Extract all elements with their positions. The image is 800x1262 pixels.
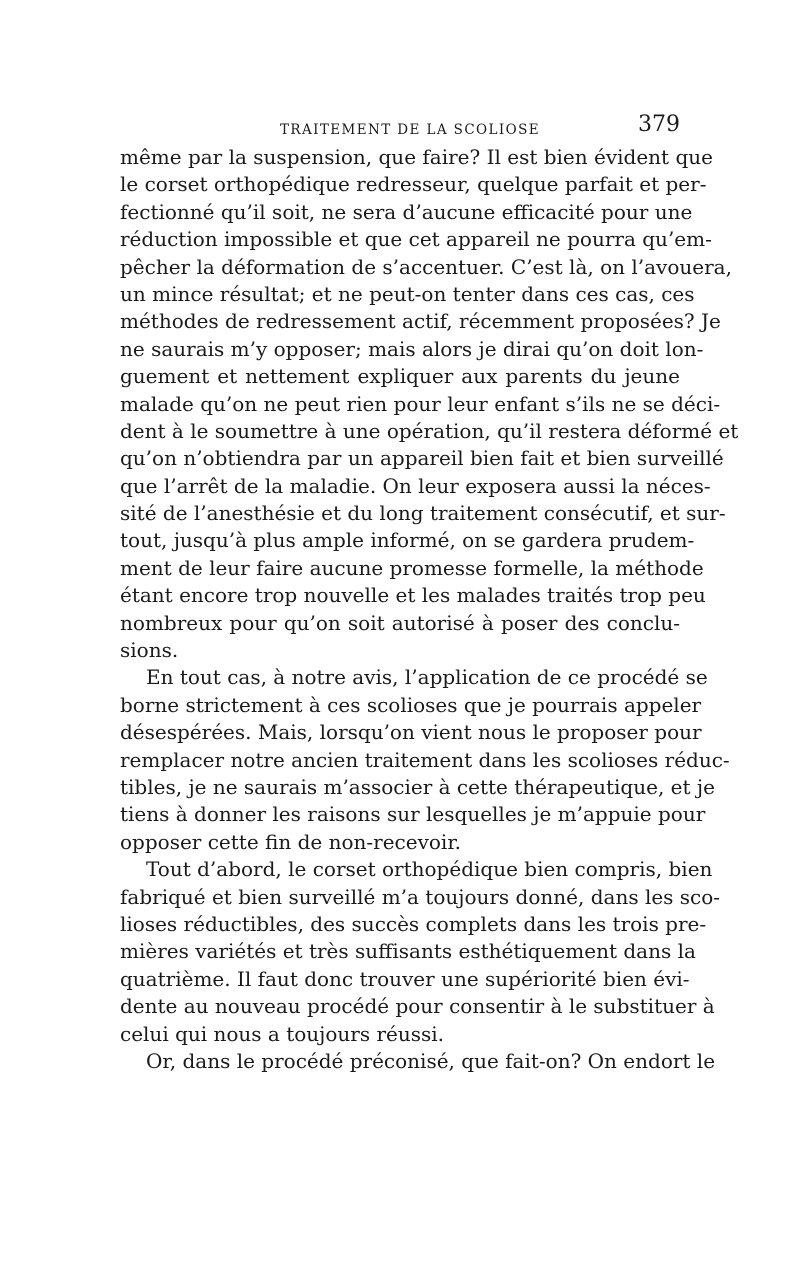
text-line: dent à le soumettre à une opération, qu’il restera déformé et: [120, 418, 739, 443]
paragraph: [120, 664, 730, 856]
text-line: étant encore trop nouvelle et les malades traités trop peu: [120, 583, 706, 608]
text-line: tout, jusqu’à plus ample informé, on se gardera prudem-: [120, 528, 695, 553]
body-text: [120, 144, 739, 1075]
paragraph: [120, 144, 739, 664]
text-line: que l’arrêt de la maladie. On leur exposera aussi la néces-: [120, 473, 711, 498]
text-line: lioses réductibles, des succès complets dans les trois pre-: [120, 911, 707, 936]
text-line: remplacer notre ancien traitement dans les scolioses réduc-: [120, 747, 730, 772]
text-line: dente au nouveau procédé pour consentir à le substituer à: [120, 994, 715, 1019]
text-line: mières variétés et très suffisants esthétiquement dans la: [120, 939, 696, 964]
text-line: un mince résultat; et ne peut-on tenter dans ces cas, ces: [120, 281, 695, 306]
text-line: réduction impossible et que cet appareil ne pourra qu’em-: [120, 227, 712, 252]
running-title: TRAITEMENT DE LA SCOLIOSE: [280, 122, 540, 138]
text-line: fabriqué et bien surveillé m’a toujours donné, dans les sco-: [120, 884, 721, 909]
text-line: ne saurais m’y opposer; mais alors je dirai qu’on doit lon-: [120, 336, 704, 361]
paragraph: [120, 1048, 716, 1075]
text-line: tiens à donner les raisons sur lesquelles je m’appuie pour: [120, 802, 706, 827]
text-line: En tout cas, à notre avis, l’application de ce procédé se: [146, 665, 708, 690]
text-line: sité de l’anesthésie et du long traitement consécutif, et sur-: [120, 501, 726, 526]
text-line: qu’on n’obtiendra par un appareil bien fait et bien surveillé: [120, 446, 724, 471]
text-line: méthodes de redressement actif, récemment proposées? Je: [120, 309, 721, 334]
text-line: opposer cette fin de non-recevoir.: [120, 829, 462, 854]
text-line: ment de leur faire aucune promesse formelle, la méthode: [120, 555, 704, 580]
page-number: 379: [638, 112, 680, 137]
text-line: désespérées. Mais, lorsqu’on vient nous le proposer pour: [120, 720, 702, 745]
text-line: Or, dans le procédé préconisé, que fait-on? On endort le: [146, 1048, 716, 1073]
text-line: Tout d’abord, le corset orthopédique bien compris, bien: [146, 857, 713, 882]
text-line: même par la suspension, que faire? Il est bien évident que: [120, 145, 713, 169]
text-line: tibles, je ne saurais m’associer à cette thérapeutique, et je: [120, 774, 715, 799]
text-line: fectionné qu’il soit, ne sera d’aucune efficacité pour une: [120, 199, 693, 224]
text-line: pêcher la déformation de s’accentuer. C’est là, on l’avouera,: [120, 254, 732, 279]
running-header: [120, 108, 680, 144]
text-line: sions.: [120, 638, 179, 663]
text-line: quatrième. Il faut donc trouver une supériorité bien évi-: [120, 966, 690, 991]
text-line: malade qu’on ne peut rien pour leur enfant s’ils ne se déci-: [120, 391, 721, 416]
text-line: borne strictement à ces scolioses que je pourrais appeler: [120, 692, 702, 717]
book-page: [120, 108, 739, 1075]
text-line: le corset orthopédique redresseur, quelque parfait et per-: [120, 172, 707, 197]
text-line: nombreux pour qu’on soit autorisé à poser des conclu-: [120, 610, 680, 635]
text-line: celui qui nous a toujours réussi.: [120, 1021, 445, 1046]
text-line: guement et nettement expliquer aux parents du jeune: [120, 364, 680, 389]
paragraph: [120, 856, 721, 1048]
